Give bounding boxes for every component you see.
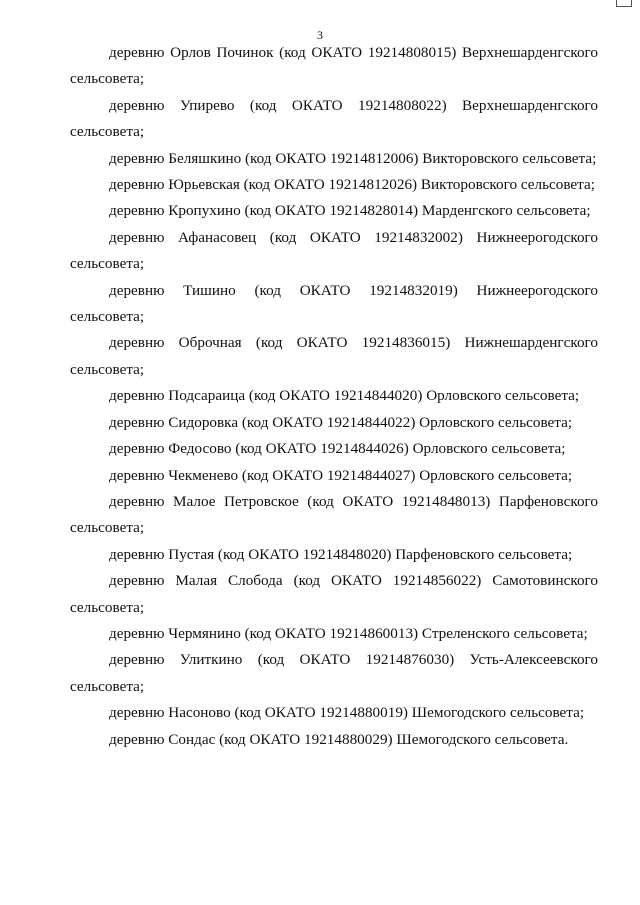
- list-item: деревню Чекменево (код ОКАТО 19214844027) Орловского сельсовета;: [109, 466, 573, 484]
- list-item: деревню Подсараица (код ОКАТО 19214844020) Орловского сельсовета;: [109, 387, 580, 405]
- list-item: деревню Малое Петровское (код ОКАТО 19214848013) Парфеновского сельсовета;: [70, 492, 598, 537]
- document-body: [70, 40, 598, 753]
- list-item: деревню Федосово (код ОКАТО 19214844026) Орловского сельсовета;: [109, 440, 566, 458]
- list-item: деревню Пустая (код ОКАТО 19214848020) Парфеновского сельсовета;: [109, 545, 573, 563]
- list-item: деревню Насоново (код ОКАТО 19214880019) Шемогодского сельсовета;: [109, 704, 585, 722]
- list-item: деревню Упирево (код ОКАТО 19214808022) Верхнешарденгского сельсовета;: [70, 96, 598, 141]
- list-item: деревню Орлов Починок (код ОКАТО 19214808015) Верхнешарденгского сельсовета;: [70, 44, 598, 88]
- page-corner-mark: [616, 0, 632, 7]
- list-item: деревню Афанасовец (код ОКАТО 19214832002) Нижнеерогодского сельсовета;: [70, 228, 598, 273]
- list-item: деревню Улиткино (код ОКАТО 19214876030) Усть-Алексеевского сельсовета;: [70, 651, 598, 695]
- list-item: деревню Сидоровка (код ОКАТО 19214844022) Орловского сельсовета;: [109, 413, 573, 431]
- list-item: деревню Кропухино (код ОКАТО 19214828014) Марденгского сельсовета;: [109, 202, 591, 220]
- list-item: деревню Чермянино (код ОКАТО 19214860013) Стреленского сельсовета;: [109, 624, 588, 642]
- list-item: деревню Юрьевская (код ОКАТО 19214812026) Викторовского сельсовета;: [109, 176, 595, 194]
- list-item: деревню Малая Слобода (код ОКАТО 19214856022) Самотовинского сельсовета;: [70, 572, 598, 616]
- list-item: деревню Беляшкино (код ОКАТО 19214812006) Викторовского сельсовета;: [109, 149, 597, 167]
- list-item: деревню Тишино (код ОКАТО 19214832019) Нижнеерогодского сельсовета;: [70, 281, 598, 326]
- list-item: деревню Сондас (код ОКАТО 19214880029) Шемогодского сельсовета.: [109, 730, 569, 748]
- page-number: 3: [317, 28, 323, 42]
- list-item: деревню Оброчная (код ОКАТО 19214836015) Нижнешарденгского сельсовета;: [70, 334, 598, 378]
